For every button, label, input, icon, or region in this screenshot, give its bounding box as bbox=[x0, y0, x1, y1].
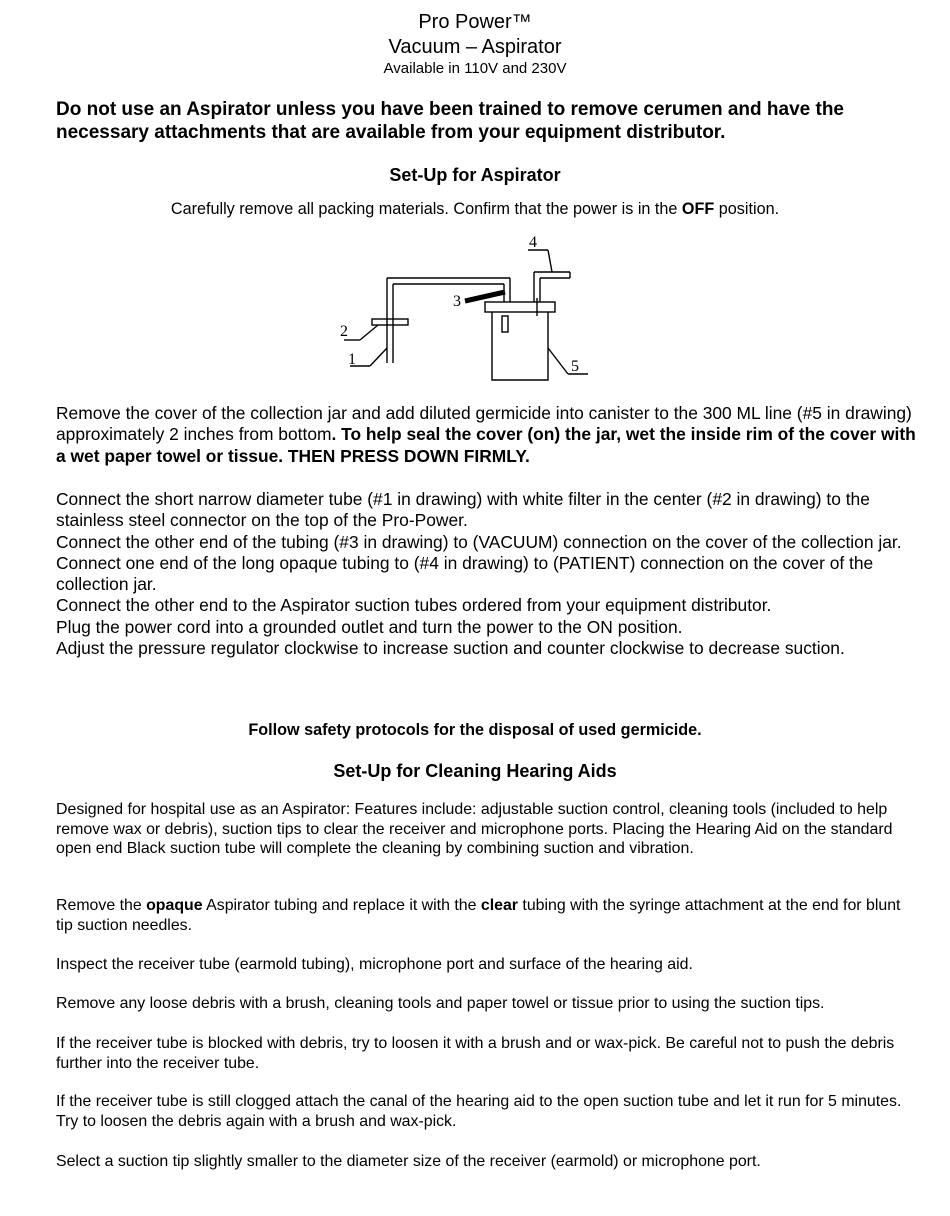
step-connect-short-tube: Connect the short narrow diameter tube (#1 in drawing) with white filter in the center (#2 in drawing) to the stainless steel connector on the top of the Pro-Power. bbox=[56, 489, 870, 531]
aspirator-diagram bbox=[330, 228, 600, 390]
diagram-label-5: 5 bbox=[571, 358, 579, 375]
connection-steps bbox=[56, 489, 916, 659]
remove-debris-instruction: Remove any loose debris with a brush, cleaning tools and paper towel or tissue prior to using the suction tips. bbox=[56, 995, 825, 1012]
step-plug-power: Plug the power cord into a grounded outlet and turn the power to the ON position. bbox=[56, 616, 683, 637]
heading-setup-aspirator: Set-Up for Aspirator bbox=[389, 165, 561, 185]
availability-note: Available in 110V and 230V bbox=[383, 60, 567, 77]
collection-jar-instructions: Remove the cover of the collection jar and add diluted germicide into canister to the 300 ML line (#5 in drawing) approximately 2 inches from bottom. To help seal the cover (on) the jar, wet the inside rim of the cover with a wet paper towel or tissue. THEN PRESS DOWN FIRMLY. bbox=[56, 403, 916, 466]
step-connect-vacuum: Connect the other end of the tubing (#3 in drawing) to (VACUUM) connection on the cover of the collection jar. bbox=[56, 531, 902, 552]
diagram-label-4: 4 bbox=[529, 234, 537, 251]
diagram-label-2: 2 bbox=[340, 323, 348, 340]
select-tip-instruction: Select a suction tip slightly smaller to the diameter size of the receiver (earmold) or microphone port. bbox=[56, 1153, 761, 1170]
inspect-instruction: Inspect the receiver tube (earmold tubing), microphone port and surface of the hearing aid. bbox=[56, 956, 693, 973]
step-connect-patient: Connect one end of the long opaque tubing to (#4 in drawing) to (PATIENT) connection on the cover of the collection jar. bbox=[56, 552, 874, 595]
off-label: OFF bbox=[681, 200, 715, 218]
step-adjust-pressure: Adjust the pressure regulator clockwise to increase suction and counter clockwise to decrease suction. bbox=[56, 638, 845, 659]
training-warning: Do not use an Aspirator unless you have been trained to remove cerumen and have the necessary attachments that are available from your equipment distributor. bbox=[56, 99, 844, 143]
packing-instruction: Carefully remove all packing materials. Confirm that the power is in the OFF position. bbox=[170, 200, 780, 218]
heading-setup-cleaning: Set-Up for Cleaning Hearing Aids bbox=[333, 761, 617, 781]
diagram-label-1: 1 bbox=[348, 351, 356, 368]
safety-note: Follow safety protocols for the disposal of used germicide. bbox=[248, 721, 702, 739]
page-subtitle: Vacuum – Aspirator bbox=[388, 36, 562, 58]
step-connect-suction-tubes: Connect the other end to the Aspirator suction tubes ordered from your equipment distributor. bbox=[56, 595, 772, 616]
page-title: Pro Power™ bbox=[418, 11, 532, 33]
cleaning-description: Designed for hospital use as an Aspirator: Features include: adjustable suction control, cleaning tools (included to help remove wax or debris), suction tips to clear the receiver and microphone ports. Placing the Hearing Aid on the standard open end Black suction tube will complete the cleaning by combining suction and vibration. bbox=[56, 801, 893, 858]
diagram-label-3: 3 bbox=[453, 293, 461, 310]
blocked-tube-instruction: If the receiver tube is blocked with debris, try to loosen it with a brush and or wax-pick. Be careful not to push the debris further into the receiver tube. bbox=[56, 1035, 895, 1072]
clogged-tube-instruction: If the receiver tube is still clogged attach the canal of the hearing aid to the open suction tube and let it run for 5 minutes. Try to loosen the debris again with a brush and wax-pick. bbox=[56, 1093, 902, 1130]
tubing-replacement: Remove the opaque Aspirator tubing and replace it with the clear tubing with the syringe attachment at the end for blunt tip suction needles. bbox=[56, 897, 901, 934]
